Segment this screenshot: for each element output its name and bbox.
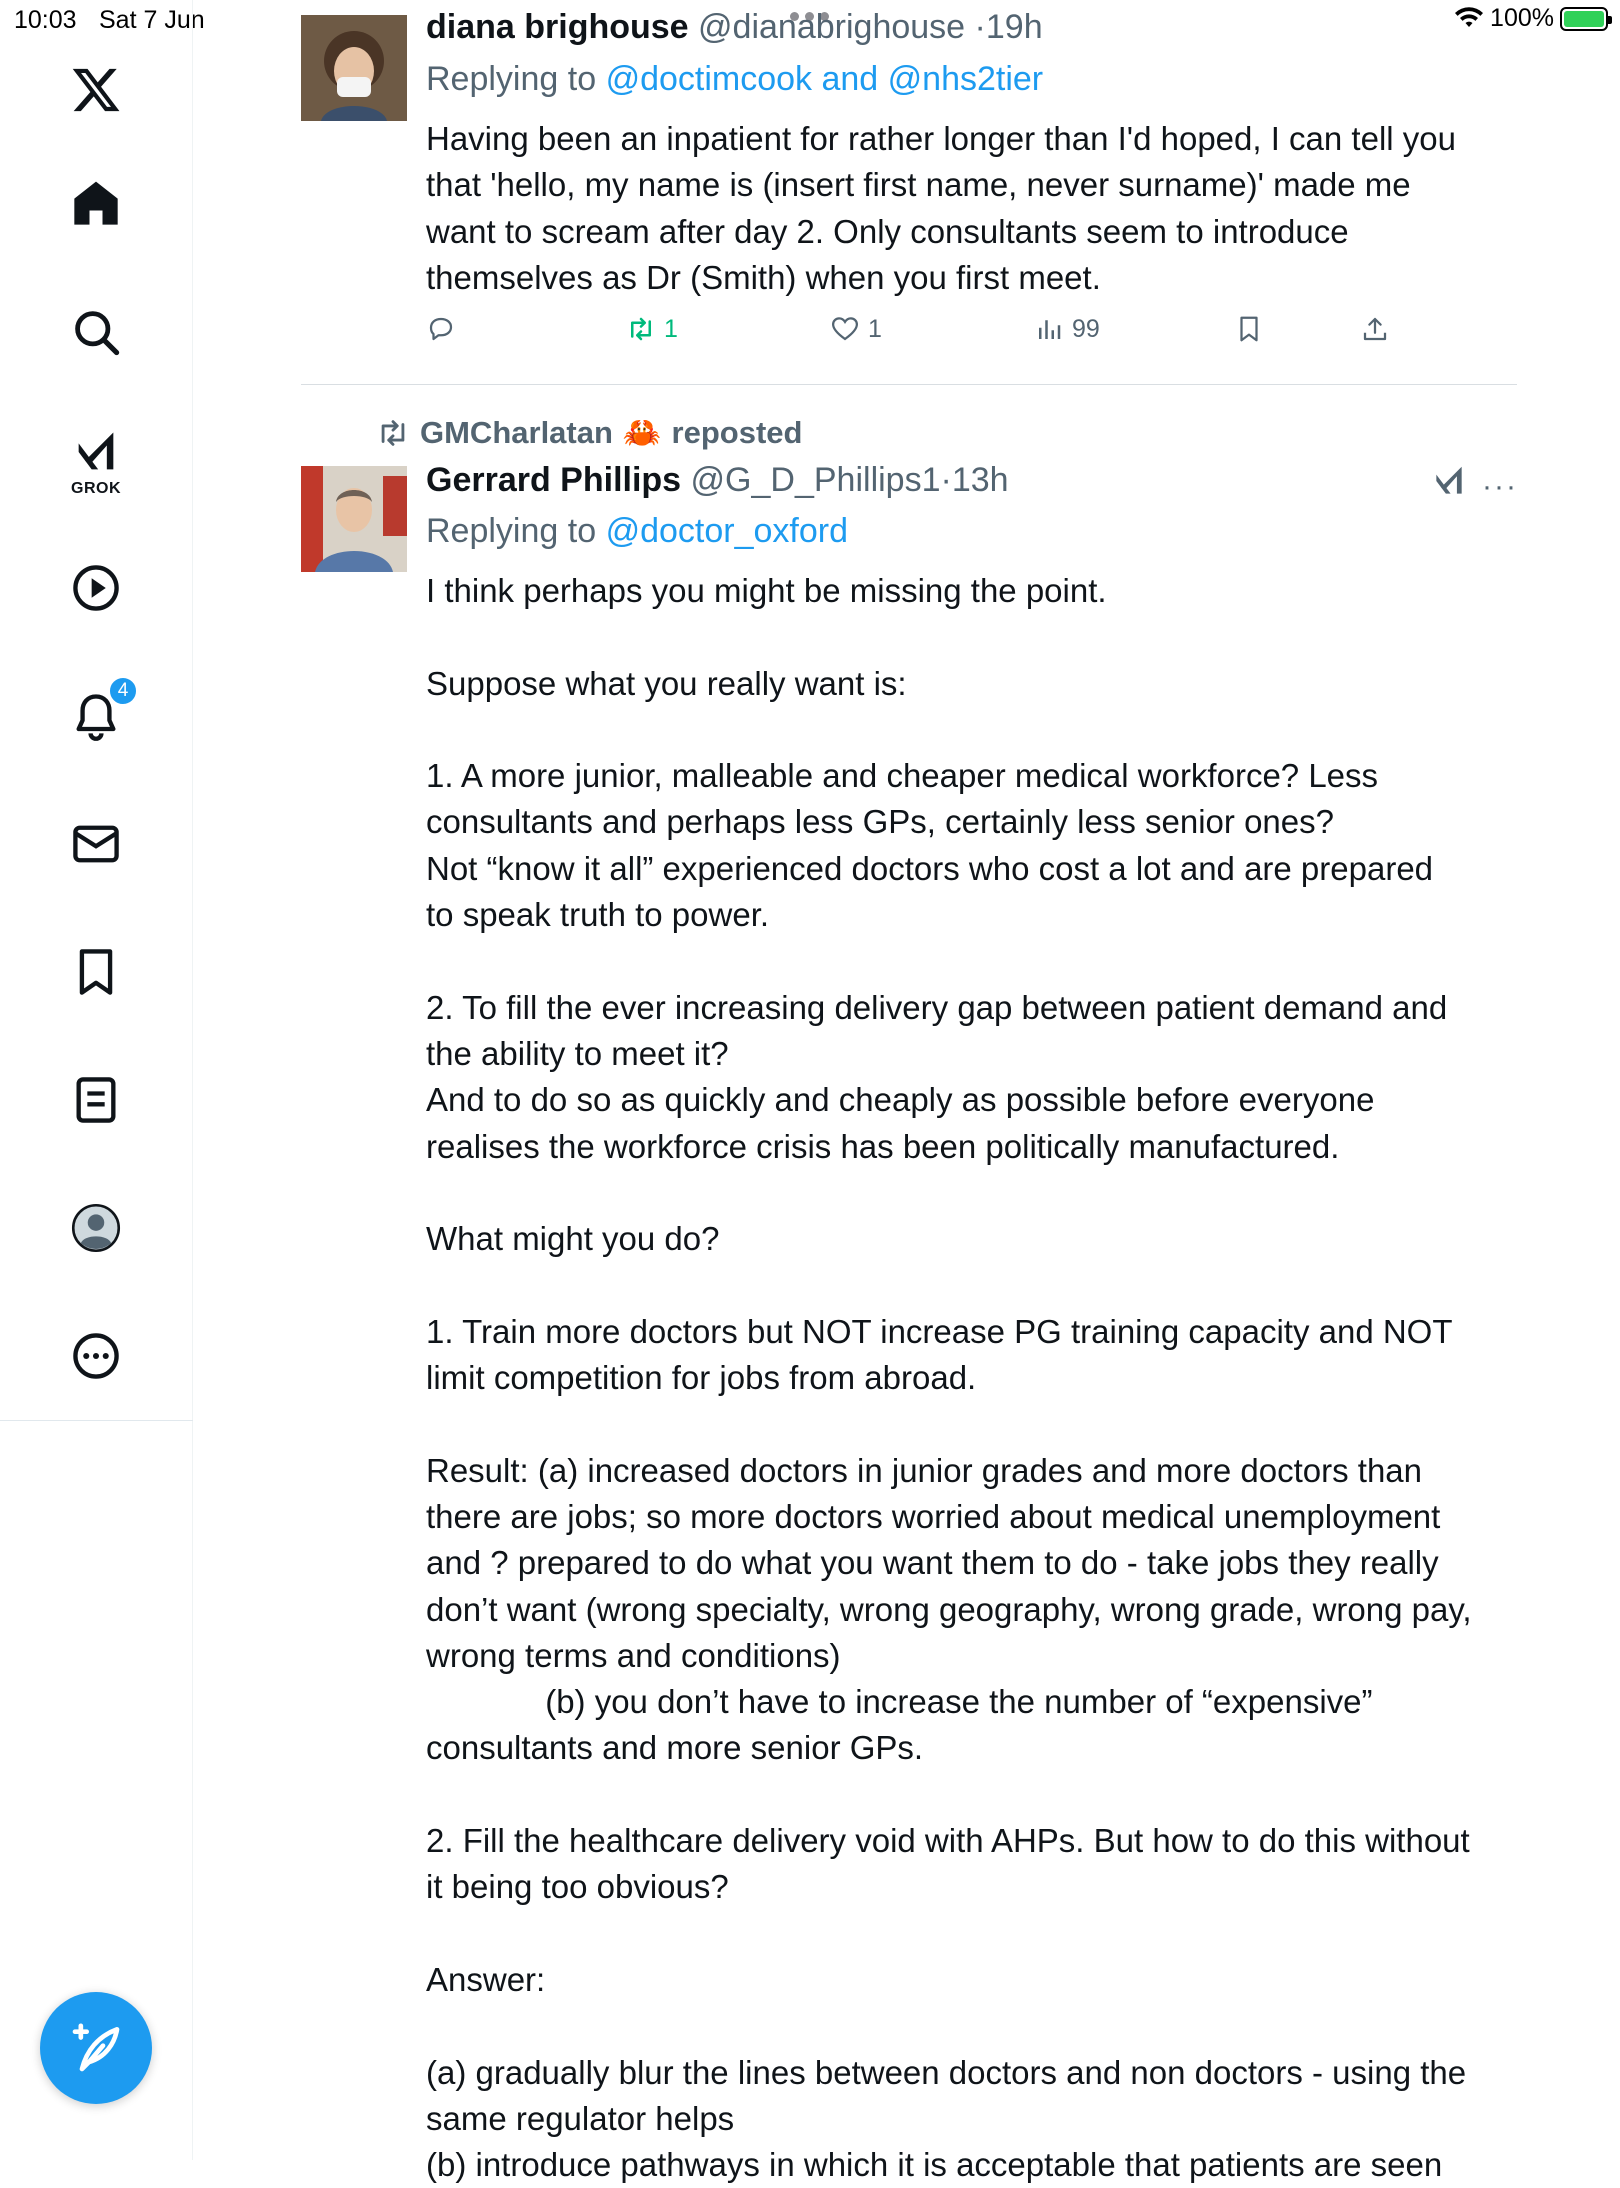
- compose-button[interactable]: [40, 1992, 152, 2104]
- views-icon: [1034, 314, 1064, 344]
- lists-icon[interactable]: [56, 1060, 136, 1140]
- tweet-actions: [426, 314, 1426, 354]
- repost-context: [376, 414, 802, 451]
- repost-icon: [626, 314, 656, 344]
- profile-icon[interactable]: [56, 1188, 136, 1268]
- share-icon: [1360, 314, 1390, 344]
- author-handle[interactable]: @G_D_Phillips1: [690, 461, 941, 499]
- tweet-header: [426, 8, 1043, 47]
- replying-to: [426, 60, 1043, 99]
- crab-emoji-icon: 🦀: [622, 415, 662, 450]
- repost-count: 1: [664, 314, 678, 343]
- video-icon[interactable]: [56, 548, 136, 628]
- reply-button[interactable]: [426, 314, 464, 344]
- author-name[interactable]: Gerrard Phillips: [426, 461, 682, 499]
- grok-label: GROK: [71, 480, 121, 497]
- replying-mentions[interactable]: @doctor_oxford: [605, 512, 848, 550]
- views-button[interactable]: [1034, 314, 1100, 344]
- reposter-name[interactable]: GMCharlatan: [420, 414, 613, 450]
- separator-dot: ·: [940, 461, 952, 499]
- replying-to: [426, 512, 848, 551]
- sidebar: [0, 0, 193, 2160]
- replying-prefix: Replying to: [426, 60, 597, 98]
- author-handle[interactable]: @dianabrighouse: [698, 8, 966, 46]
- like-button[interactable]: [830, 314, 882, 344]
- more-icon[interactable]: [56, 1316, 136, 1396]
- x-logo-icon[interactable]: [56, 50, 136, 130]
- messages-icon[interactable]: [56, 804, 136, 884]
- reply-icon: [426, 314, 456, 344]
- home-icon[interactable]: [56, 164, 136, 244]
- grok-explain-icon[interactable]: [1430, 462, 1468, 505]
- bookmark-button[interactable]: [1234, 314, 1264, 344]
- status-indicators: [1454, 4, 1608, 33]
- view-count: 99: [1072, 314, 1100, 343]
- compose-feather-icon: [68, 2020, 124, 2076]
- status-time: 10:03: [14, 6, 77, 34]
- reposted-label: reposted: [671, 414, 803, 450]
- sidebar-divider: [0, 1420, 193, 1421]
- repost-button[interactable]: [626, 314, 678, 344]
- replying-mentions[interactable]: @doctimcook and @nhs2tier: [605, 60, 1044, 98]
- separator-dot: ·: [974, 8, 986, 46]
- avatar[interactable]: [301, 15, 407, 121]
- tweet-time[interactable]: 19h: [985, 8, 1043, 46]
- tweet-text: I think perhaps you might be missing the point. Suppose what you really want is: 1. A more junior, malleable and cheaper medical workforce? Less consultants and perhaps less GPs, certainly less senior ones? Not “know it all” experienced doctors who cost a lot and are prepared to speak truth to power. 2. To fill the ever increasing delivery gap between patient demand and the ability to meet it? And to do so as quickly and cheaply as possible before everyone realises the workforce crisis has been politically manufactured. What might you do? 1. Train more doctors but NOT increase PG training capacity and NOT limit competition for jobs from abroad. Result: (a) increased doctors in junior grades and more doctors than there are jobs; so more doctors worried about medical unemployment and ? prepared to do what you want them to do - take jobs they really don’t want (wrong specialty, wrong geography, wrong grade, wrong pay, wrong terms and conditions) (b) you don’t have to increase the number of “expensive” consultants and more senior GPs. 2. Fill the healthcare delivery void with AHPs. But how to do this without it being too obvious? Answer: (a) gradually blur the lines between doctors and non doctors - using the same regulator helps (b) introduce pathways in which it is acceptable that patients are seen: [426, 572, 1472, 2184]
- repost-icon: [376, 416, 410, 450]
- battery-percent: 100%: [1490, 4, 1554, 32]
- tweet-time[interactable]: 13h: [951, 461, 1009, 499]
- bookmark-icon: [1234, 314, 1264, 344]
- avatar[interactable]: [301, 466, 407, 572]
- battery-icon: [1560, 7, 1608, 31]
- notifications-icon[interactable]: [56, 676, 136, 756]
- heart-icon: [830, 314, 860, 344]
- grok-icon[interactable]: [56, 420, 136, 500]
- like-count: 1: [868, 314, 882, 343]
- tweet-header: [426, 461, 1009, 500]
- bookmarks-icon[interactable]: [56, 932, 136, 1012]
- wifi-icon: [1454, 7, 1484, 31]
- share-button[interactable]: [1360, 314, 1390, 344]
- replying-prefix: Replying to: [426, 512, 597, 550]
- tweet-divider: [301, 384, 1517, 385]
- more-options-icon[interactable]: ···: [1482, 470, 1518, 503]
- search-icon[interactable]: [56, 292, 136, 372]
- status-date: Sat 7 Jun: [99, 6, 205, 34]
- author-name[interactable]: diana brighouse: [426, 8, 689, 46]
- notification-badge: 4: [108, 676, 138, 706]
- tweet-text: Having been an inpatient for rather longer than I'd hoped, I can tell you that 'hello, my name is (insert first name, never surname)' made me want to scream after day 2. Only consultants seem to introduce themselves as Dr (Smith) when you first meet.: [426, 120, 1456, 296]
